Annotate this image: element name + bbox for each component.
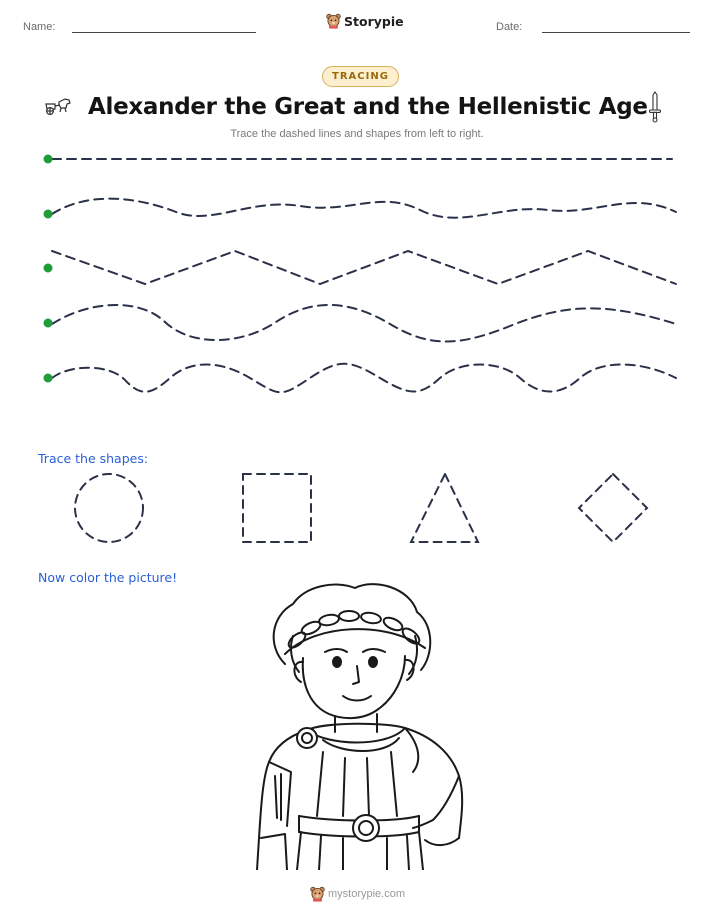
trace-shape-diamond[interactable] [579, 474, 647, 542]
name-line[interactable] [72, 32, 256, 33]
trace-line-zigzag[interactable] [52, 251, 676, 284]
brand-logo [326, 13, 404, 29]
start-dot-2 [44, 210, 53, 219]
alexander-coloring-picture[interactable] [245, 576, 471, 870]
badge-label: TRACING [322, 66, 399, 87]
sword-icon [647, 91, 663, 123]
page-title: Alexander the Great and the Hellenistic Age [88, 94, 648, 120]
trace-line-bumps[interactable] [52, 364, 676, 393]
footer-url[interactable]: mystorypie.com [328, 888, 406, 900]
start-dot-3 [44, 264, 53, 273]
trace-shape-square[interactable] [243, 474, 311, 542]
footer-brand [310, 886, 405, 902]
coloring-section-label: Now color the picture! [38, 570, 178, 585]
instructions-subtitle: Trace the dashed lines and shapes from left to right. [230, 128, 484, 140]
bear-mascot-icon [326, 13, 341, 29]
trace-shape-circle[interactable] [75, 474, 143, 542]
brand-name: Storypie [344, 13, 404, 29]
tracing-shapes [0, 468, 714, 550]
date-line[interactable] [542, 32, 690, 33]
trace-shape-triangle[interactable] [411, 474, 478, 542]
tracing-badge [322, 66, 399, 84]
tracing-lines [0, 140, 714, 400]
start-dot-5 [44, 374, 53, 383]
trace-line-wave-2[interactable] [52, 305, 676, 342]
trace-line-wave[interactable] [52, 199, 676, 218]
start-dot-4 [44, 319, 53, 328]
shapes-section-label: Trace the shapes: [38, 451, 149, 466]
start-dot-1 [44, 155, 53, 164]
bear-mascot-icon [310, 886, 325, 902]
date-label: Date: [496, 21, 523, 33]
name-label: Name: [23, 21, 56, 33]
chariot-icon [43, 96, 73, 116]
